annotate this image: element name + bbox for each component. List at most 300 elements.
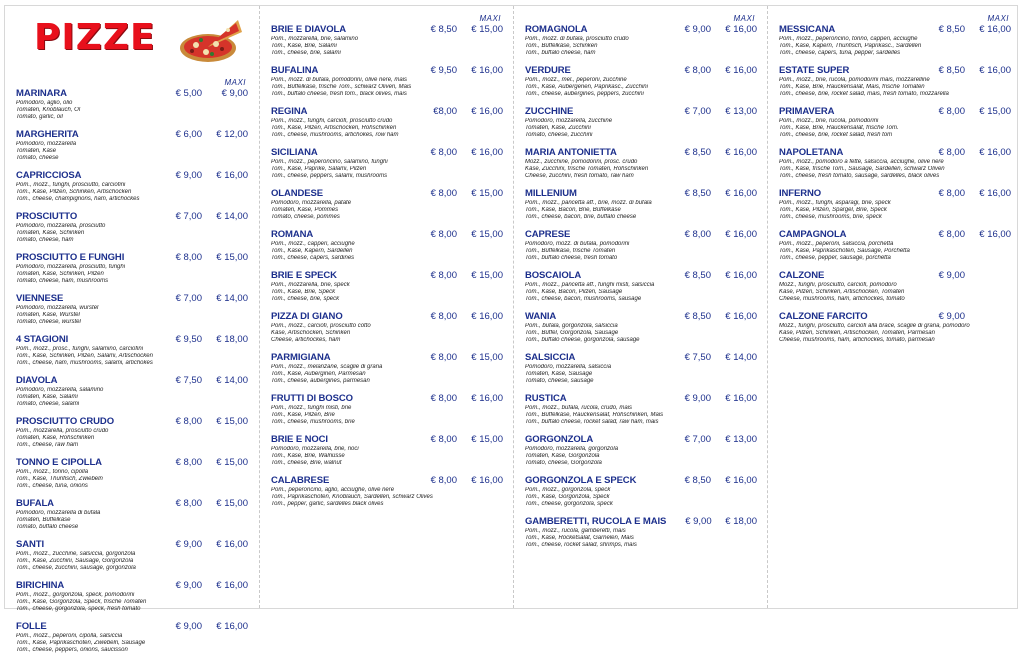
pizza-name: MARIA ANTONIETTA <box>525 147 617 158</box>
ingredients-line: Tom., Büffel, Gorgonzola, Sausage <box>525 330 619 336</box>
ingredients-line: Tom., Paprikaschoten, Knoblauch, Sardellen, schwarz Olives <box>271 494 433 500</box>
ingredients-line: Pom., mozz., capperi, acciughe <box>271 241 355 247</box>
pizza-name: REGINA <box>271 106 308 117</box>
price-regular: € 8,00 <box>938 229 965 240</box>
ingredients-line: Tom., cheese, pepper, sausage, porchetta <box>779 255 891 261</box>
menu-item-header <box>525 229 757 241</box>
ingredients-line: Tom., cheese, peppers, onions, saucisson <box>16 647 128 653</box>
menu-item <box>271 434 503 467</box>
price-regular: € 9,00 <box>175 621 202 632</box>
price-maxi: € 15,00 <box>471 188 503 199</box>
ingredients-line: Pom., mozz. di bufala, pomodorini, olive nere, mais <box>271 77 408 83</box>
ingredients-line: Pom., mozz., rucola, gamberetti, mais <box>525 528 626 534</box>
menu-item <box>16 580 248 613</box>
ingredients-line: Tomaten, Käse, Schinken <box>16 230 85 236</box>
price-regular: € 8,00 <box>430 393 457 404</box>
pizza-name: GORGONZOLA <box>525 434 594 445</box>
menu-item <box>271 352 503 385</box>
ingredients-line: Tom., Käse, Gorgonzola, Speck, frische Tomaten <box>16 599 147 605</box>
menu-item-header <box>271 188 503 200</box>
pizza-name: RUSTICA <box>525 393 567 404</box>
ingredients-line: Pomodoro, mozzarella, prosciutto <box>16 223 106 229</box>
menu-column-1 <box>16 78 248 662</box>
price-regular: € 8,00 <box>430 352 457 363</box>
price-regular: € 8,50 <box>684 270 711 281</box>
ingredients-line: Pomodoro, aglio, olio <box>16 100 73 106</box>
menu-item-header <box>16 539 248 551</box>
pizza-name: ROMAGNOLA <box>525 24 588 35</box>
menu-item <box>271 229 503 262</box>
menu-item-header <box>16 498 248 510</box>
price-maxi: € 15,00 <box>979 106 1011 117</box>
pizza-name: PROSCIUTTO E FUNGHI <box>16 252 125 263</box>
ingredients-line: Tom., cheese, rocket salad, shrimps, mais <box>525 542 637 548</box>
price-regular: € 8,50 <box>684 311 711 322</box>
price-maxi: € 16,00 <box>216 539 248 550</box>
fold-line <box>259 6 260 608</box>
ingredients-line: Tom., cheese, gorgonzola, speck <box>525 501 613 507</box>
ingredients-line: Tom., cheese, champignons, ham, artichockes <box>16 196 140 202</box>
menu-item <box>525 106 757 139</box>
pizza-name: CALZONE <box>779 270 825 281</box>
price-maxi: € 16,00 <box>725 65 757 76</box>
ingredients-line: Pom., mozz., peperoncino, tonno, capperi, acciughe <box>779 36 918 42</box>
price-regular: € 9,50 <box>175 334 202 345</box>
ingredients-line: Tom., Büffelkäse, Rauckensalat, Rohschinken, Mais <box>525 412 664 418</box>
maxi-header: MAXI <box>479 14 501 23</box>
price-regular: € 9,00 <box>685 516 712 527</box>
price-maxi: € 16,00 <box>471 311 503 322</box>
pizza-name: SANTI <box>16 539 45 550</box>
ingredients-line: Tom., Büffelkäse, frische Tom., schwarz Oliven, Mais <box>271 84 412 90</box>
ingredients-line: Tom., cheese, bacon, mushrooms, sausage <box>525 296 642 302</box>
ingredients-line: Pom., mozz., gorgonzola, speck, pomodorini <box>16 592 135 598</box>
ingredients-line: Tomaten, Käse <box>16 148 57 154</box>
price-regular: € 8,00 <box>938 147 965 158</box>
menu-item-header <box>525 106 757 118</box>
ingredients-line: Pom., mozz., peperoncino, salamino, funghi <box>271 159 388 165</box>
menu-item-header <box>16 416 248 428</box>
menu-item-header <box>525 270 757 282</box>
pizza-name: MESSICANA <box>779 24 836 35</box>
price-maxi: € 16,00 <box>725 311 757 322</box>
ingredients-line: Tom., cheese, brie, salami <box>271 50 341 56</box>
ingredients-line: Tom., buffalo cheese, gorgonzola, sausage <box>525 337 640 343</box>
ingredients-line: Tom., Käse, Brie, Salami <box>271 43 337 49</box>
menu-item <box>16 375 248 408</box>
price-maxi: € 15,00 <box>216 498 248 509</box>
maxi-header: MAXI <box>987 14 1009 23</box>
menu-item <box>525 516 757 549</box>
ingredients-line: Tom., Käse, Paprikaschoten, Sausage, Porchetta <box>779 248 910 254</box>
price-maxi: € 15,00 <box>471 24 503 35</box>
price-regular: € 9,00 <box>175 170 202 181</box>
pizza-name: GAMBERETTI, RUCOLA E MAIS <box>525 516 667 527</box>
ingredients-line: Pom., bufala, gorgonzola, salsiccia <box>525 323 618 329</box>
price-maxi: € 15,00 <box>471 352 503 363</box>
maxi-header: MAXI <box>224 78 246 87</box>
menu-item <box>271 270 503 303</box>
ingredients-line: Tomato, buffalo cheese <box>16 524 79 530</box>
ingredients-line: Cheese, mushrooms, ham, artichockes, tomato, parmesan <box>779 337 935 343</box>
price-regular: € 8,50 <box>938 24 965 35</box>
ingredients-line: Tom., Käse, Gorgonzola, Speck <box>525 494 610 500</box>
pizza-name: SICILIANA <box>271 147 318 158</box>
menu-item <box>525 229 757 262</box>
price-regular: € 7,00 <box>684 106 711 117</box>
pizza-name: BUFALINA <box>271 65 319 76</box>
ingredients-line: Pom., mozz., brie, rucola, pomodorini mais, mozzarelline <box>779 77 930 83</box>
ingredients-line: Pom., mozz., funghi, asparagi, brie, speck <box>779 200 891 206</box>
ingredients-line: Mozz., funghi, prosciutto, carciofi alla brace, scaglie di grana, pomodoro <box>779 323 970 329</box>
price-regular: € 8,00 <box>175 498 202 509</box>
ingredients-line: Tomaten, Käse, Pommes <box>271 207 339 213</box>
price-maxi: € 16,00 <box>979 24 1011 35</box>
pizza-name: PROSCIUTTO CRUDO <box>16 416 114 427</box>
menu-item-header <box>525 147 757 159</box>
menu-item-header <box>525 311 757 323</box>
menu-item-header <box>271 65 503 77</box>
price-maxi: € 16,00 <box>725 147 757 158</box>
price-maxi: € 16,00 <box>979 229 1011 240</box>
menu-item-header <box>779 311 1011 323</box>
ingredients-line: Pomodoro, mozzarella, wurstel <box>16 305 99 311</box>
menu-item-header <box>16 252 248 264</box>
pizza-name: BRIE E SPECK <box>271 270 337 281</box>
price-maxi: € 16,00 <box>216 170 248 181</box>
ingredients-line: Pomodoro, mozzarella, patate <box>271 200 352 206</box>
ingredients-line: Pom., mozz., peperoni, cipolla, salsiccia <box>16 633 123 639</box>
pizza-name: CAPRESE <box>525 229 571 240</box>
menu-item <box>525 188 757 221</box>
price-maxi: € 16,00 <box>725 229 757 240</box>
ingredients-line: Pomodoro, mozzarella, gorgonzola <box>525 446 619 452</box>
menu-item <box>525 270 757 303</box>
price-maxi: € 16,00 <box>471 393 503 404</box>
price-regular: € 9,50 <box>430 65 457 76</box>
fold-line <box>767 6 768 608</box>
price-maxi: € 18,00 <box>725 516 757 527</box>
pizza-name: BUFALA <box>16 498 54 509</box>
ingredients-line: Tomato, cheese, zucchini <box>525 132 593 138</box>
price-regular: € 8,00 <box>684 229 711 240</box>
ingredients-line: Tom., Käse, Paprike, Salami, Pilzen <box>271 166 367 172</box>
ingredients-line: Tomato, cheese, Gorgonzola <box>525 460 602 466</box>
ingredients-line: Mozz., funghi, prosciutto, carciofi, pomodoro <box>779 282 897 288</box>
menu-item-header <box>271 352 503 364</box>
price-maxi: € 15,00 <box>471 434 503 445</box>
menu-item <box>16 416 248 449</box>
ingredients-line: Tom., Käse, Brie, Speck <box>271 289 336 295</box>
ingredients-line: Pom., mozzarella, brie, salamino <box>271 36 359 42</box>
ingredients-line: Tom., cheese, fresh tomato, sausage, sardelles, black olives <box>779 173 940 179</box>
ingredients-line: Tom., Käse, Brie, Rauckensalat, Mais, frische Tomaten <box>779 84 925 90</box>
pizza-name: BRIE E DIAVOLA <box>271 24 346 35</box>
price-maxi: € 12,00 <box>216 129 248 140</box>
pizza-name: FRUTTI DI BOSCO <box>271 393 353 404</box>
menu-item-header <box>271 270 503 282</box>
menu-item-header <box>779 188 1011 200</box>
menu-item-header <box>16 457 248 469</box>
ingredients-line: Pomodoro, mozzarella, salamino <box>16 387 104 393</box>
ingredients-line: Tom., Käse, Kapern, Thunfisch, Paprikasc., Sardellen <box>779 43 922 49</box>
menu-item <box>271 106 503 139</box>
ingredients-line: Tomato, cheese, sausage <box>525 378 594 384</box>
ingredients-line: Tom., Käse, Thunfisch, Zwiebeln <box>16 476 103 482</box>
menu-item <box>16 621 248 654</box>
ingredients-line: Tom., buffalo cheese, ham <box>525 50 596 56</box>
ingredients-line: Tomaten, Knoblauch, Öl <box>16 107 81 113</box>
ingredients-line: Pom., mozz., prosc., funghi, salamino, carciofini <box>16 346 144 352</box>
price-maxi: € 14,00 <box>216 375 248 386</box>
pizza-name: PIZZA DI GIANO <box>271 311 343 322</box>
ingredients-line: Tom., cheese, tuna, onions <box>16 483 88 489</box>
ingredients-line: Tom., Käse, Brie, Walnüsse <box>271 453 345 459</box>
ingredients-line: Tom., cheese, bacon, brie, buffalo cheese <box>525 214 637 220</box>
ingredients-line: Pomodoro, mozz. di bufala, pomodorini <box>525 241 630 247</box>
pizza-name: NAPOLETANA <box>779 147 844 158</box>
pizza-name: SALSICCIA <box>525 352 576 363</box>
ingredients-line: Tomato, cheese, ham <box>16 237 74 243</box>
menu-column-3 <box>525 14 757 557</box>
ingredients-line: Pomodoro, mozzarella, zucchine <box>525 118 613 124</box>
ingredients-line: Tom., cheese, peppers, salami, mushrooms <box>271 173 388 179</box>
price-maxi: € 16,00 <box>725 475 757 486</box>
price-maxi: € 9,00 <box>221 88 248 99</box>
price-maxi: € 15,00 <box>216 457 248 468</box>
price-maxi: € 16,00 <box>471 475 503 486</box>
ingredients-line: Tom., Käse, Schinken, Pilzen, Salami, Artischocken <box>16 353 153 359</box>
menu-item <box>16 498 248 531</box>
pizza-name: ROMANA <box>271 229 314 240</box>
ingredients-line: Tom., cheese, mushrooms, brie, speck <box>779 214 882 220</box>
ingredients-line: Pomodoro, mozzarella, prosciutto, funghi <box>16 264 126 270</box>
ingredients-line: Pom., peperoncino, aglio, acciughe, olive nere <box>271 487 395 493</box>
pizza-name: PARMIGIANA <box>271 352 331 363</box>
menu-item-header <box>525 516 757 528</box>
pizza-name: DIAVOLA <box>16 375 58 386</box>
ingredients-line: Tom., Käse, Bacon, Brie, Büffelkäse <box>525 207 621 213</box>
menu-item <box>16 334 248 367</box>
ingredients-line: Tom., cheese, raw ham <box>16 442 79 448</box>
menu-column-4 <box>779 14 1011 352</box>
price-maxi: € 16,00 <box>725 393 757 404</box>
ingredients-line: Tom., cheese, aubergines, peppers, zucchini <box>525 91 644 97</box>
menu-item-header <box>271 147 503 159</box>
ingredients-line: Pom., mozz., bufala, rucola, crudo, mais <box>525 405 633 411</box>
price-maxi: € 15,00 <box>471 229 503 240</box>
ingredients-line: Mozz., zucchine, pomodorini, prosc. crudo <box>525 159 638 165</box>
menu-item-header <box>525 65 757 77</box>
ingredients-line: Tom., Käse, Zucchini, Sausage, Gorgonzola <box>16 558 134 564</box>
ingredients-line: Tom., buffalo cheese, fresh tom., black olives, mais <box>271 91 407 97</box>
ingredients-line: Tomato, cheese <box>16 155 59 161</box>
ingredients-line: Käse, Pilzen, Schinken, Artischocken, Tomaten, Parmesan <box>779 330 935 336</box>
menu-item-header <box>525 352 757 364</box>
pizza-name: BRIE E NOCI <box>271 434 328 445</box>
ingredients-line: Tomaten, Käse, Gorgonzola <box>525 453 600 459</box>
price-maxi: € 16,00 <box>725 270 757 281</box>
price-regular: € 9,00 <box>175 539 202 550</box>
menu-item-header <box>271 106 503 118</box>
ingredients-line: Tom., Käse, Auberginen, Parmesan <box>271 371 366 377</box>
menu-item-header <box>271 311 503 323</box>
pizza-slice-icon <box>178 12 244 68</box>
ingredients-line: Käse, Pilzen, Schinken, Artischocken, Tomaten <box>779 289 905 295</box>
pizza-name: ZUCCHINE <box>525 106 574 117</box>
price-maxi: € 16,00 <box>979 147 1011 158</box>
price-regular: € 8,00 <box>430 188 457 199</box>
ingredients-line: Tom., Käse, Pilzen, Spargel, Brie, Speck <box>779 207 887 213</box>
ingredients-line: Tomaten, Käse, Salami <box>16 394 78 400</box>
ingredients-line: Pom., mozz., tonno, cipolla <box>16 469 89 475</box>
pizza-name: ESTATE SUPER <box>779 65 850 76</box>
ingredients-line: Tomaten, Käse, Sausage <box>525 371 593 377</box>
ingredients-line: Tom., cheese, gorgonzola, speck, fresh tomato <box>16 606 141 612</box>
ingredients-line: Tomato, cheese, ham, mushrooms <box>16 278 109 284</box>
price-regular: € 8,00 <box>175 457 202 468</box>
menu-item-header <box>525 475 757 487</box>
menu-item-header <box>271 393 503 405</box>
price-regular: € 9,00 <box>684 24 711 35</box>
price-maxi: € 16,00 <box>979 188 1011 199</box>
ingredients-line: Tomato, cheese, wurstel <box>16 319 81 325</box>
ingredients-line: Pomodoro, mozzarella, salsiccia <box>525 364 612 370</box>
menu-item <box>525 24 757 57</box>
fold-line <box>513 6 514 608</box>
ingredients-line: Tom., Käse, Rocketsalat, Garnelen, Mais <box>525 535 634 541</box>
price-maxi: € 14,00 <box>216 211 248 222</box>
price-maxi: € 14,00 <box>216 293 248 304</box>
menu-item <box>525 434 757 467</box>
ingredients-line: Tom., buffalo cheese, rocket salad, raw ham, mais <box>525 419 659 425</box>
price-regular: € 8,00 <box>430 270 457 281</box>
ingredients-line: Pom., mozz., melanzane, scaglie di grana <box>271 364 383 370</box>
ingredients-line: Tom., Käse, Paprikaschoten, Zwiebeln, Sausage <box>16 640 146 646</box>
menu-item-header <box>779 65 1011 77</box>
menu-item <box>16 129 248 162</box>
menu-item <box>271 65 503 98</box>
pizza-name: MARGHERITA <box>16 129 79 140</box>
price-regular: € 8,50 <box>684 147 711 158</box>
pizza-name: CALABRESE <box>271 475 330 486</box>
ingredients-line: Tomaten, Büffelkäse <box>16 517 71 523</box>
pizza-name: PRIMAVERA <box>779 106 835 117</box>
ingredients-line: Tom., Büffelkäse, frische Tomaten <box>525 248 616 254</box>
price-maxi: € 18,00 <box>216 334 248 345</box>
price-regular: € 7,50 <box>684 352 711 363</box>
price-regular: € 8,00 <box>684 65 711 76</box>
ingredients-line: Tom., cheese, Brie, walnut <box>271 460 342 466</box>
menu-item <box>779 106 1011 139</box>
menu-item <box>779 65 1011 98</box>
menu-item <box>271 311 503 344</box>
price-regular: € 9,00 <box>684 393 711 404</box>
pizza-name: VIENNESE <box>16 293 64 304</box>
ingredients-line: Tomaten, Käse, Schinken, Pilzen <box>16 271 104 277</box>
price-regular: € 8,00 <box>175 252 202 263</box>
ingredients-line: Tom., Käse, Bacon, Pilzen, Sausage <box>525 289 623 295</box>
price-regular: € 7,50 <box>175 375 202 386</box>
menu-item <box>779 188 1011 221</box>
price-maxi: € 16,00 <box>725 188 757 199</box>
menu-column-2 <box>271 14 503 516</box>
menu-title: PIZZE <box>34 17 156 58</box>
pizza-name: TONNO E CIPOLLA <box>16 457 102 468</box>
price-maxi: € 15,00 <box>216 416 248 427</box>
price-regular: € 8,00 <box>430 475 457 486</box>
ingredients-line: Pom., mozz., carciofi, prosciutto cotto <box>271 323 371 329</box>
ingredients-line: Tomaten, Käse, Wurstel <box>16 312 80 318</box>
menu-item-header <box>16 211 248 223</box>
menu-item <box>271 24 503 57</box>
ingredients-line: Tomato, cheese, salami <box>16 401 80 407</box>
ingredients-line: Pom., mozz., funghi misti, brie <box>271 405 352 411</box>
menu-item <box>271 475 503 508</box>
ingredients-line: Tom., Käse, Pilzen, Artischocken, Rohschinken <box>271 125 397 131</box>
ingredients-line: Tom., cheese, capers, sardines <box>271 255 355 261</box>
price-regular: € 8,00 <box>175 416 202 427</box>
ingredients-line: Pomodoro, mozzarella di bufala <box>16 510 101 516</box>
menu-item-header <box>16 129 248 141</box>
menu-item-header <box>16 293 248 305</box>
price-regular: € 8,00 <box>430 434 457 445</box>
price-maxi: € 16,00 <box>471 147 503 158</box>
menu-item <box>779 147 1011 180</box>
menu-item-header <box>16 580 248 592</box>
ingredients-line: Tomato, garlic, oil <box>16 114 63 120</box>
price-regular: € 9,00 <box>938 311 965 322</box>
menu-item <box>525 147 757 180</box>
ingredients-line: Käse, Zucchini, frische Tomaten, Rohschinken <box>525 166 649 172</box>
ingredients-line: Pom., mozz., zucchine, salsiccia, gorgonzola <box>16 551 136 557</box>
pizza-name: WANIA <box>525 311 557 322</box>
ingredients-line: Tomaten, Käse, Rohschinken <box>16 435 95 441</box>
pizza-name: OLANDESE <box>271 188 323 199</box>
menu-item <box>16 211 248 244</box>
menu-item-header <box>525 24 757 36</box>
ingredients-line: Tom., Käse, Pilzen, Brie <box>271 412 335 418</box>
price-regular: € 9,00 <box>175 580 202 591</box>
pizza-name: MARINARA <box>16 88 67 99</box>
pizza-name: CAMPAGNOLA <box>779 229 847 240</box>
ingredients-line: Tom., cheese, mushrooms, artichokes, row ham <box>271 132 399 138</box>
maxi-header: MAXI <box>733 14 755 23</box>
menu-item-header <box>525 393 757 405</box>
price-maxi: € 16,00 <box>725 24 757 35</box>
price-maxi: € 16,00 <box>216 621 248 632</box>
menu-item <box>525 311 757 344</box>
ingredients-line: Pom., mozz., funghi, prosciutto, carciofini <box>16 182 126 188</box>
menu-item <box>271 147 503 180</box>
price-regular: € 7,00 <box>175 293 202 304</box>
pizza-name: PROSCIUTTO <box>16 211 78 222</box>
price-regular: € 9,00 <box>938 270 965 281</box>
menu-item-header <box>271 434 503 446</box>
ingredients-line: Pom., mozz., pomodoro a fette, salsiccia, acciughe, olive nere <box>779 159 944 165</box>
menu-item-header <box>271 24 503 36</box>
ingredients-line: Tom., Büffelkäse, Schinken <box>525 43 598 49</box>
ingredients-line: Tom., cheese, aubergines, parmesan <box>271 378 370 384</box>
pizza-name: CALZONE FARCITO <box>779 311 868 322</box>
price-maxi: € 13,00 <box>725 434 757 445</box>
ingredients-line: Tom., Käse, Brie, Rauckensalat, frische Tom. <box>779 125 899 131</box>
ingredients-line: Tom., pepper, garlic, sardelles black olives <box>271 501 384 507</box>
menu-item <box>16 539 248 572</box>
ingredients-line: Cheese, artichockes, ham <box>271 337 341 343</box>
ingredients-line: Tom., cheese, zucchini, sausage, gorgonzola <box>16 565 136 571</box>
pizza-name: INFERNO <box>779 188 822 199</box>
